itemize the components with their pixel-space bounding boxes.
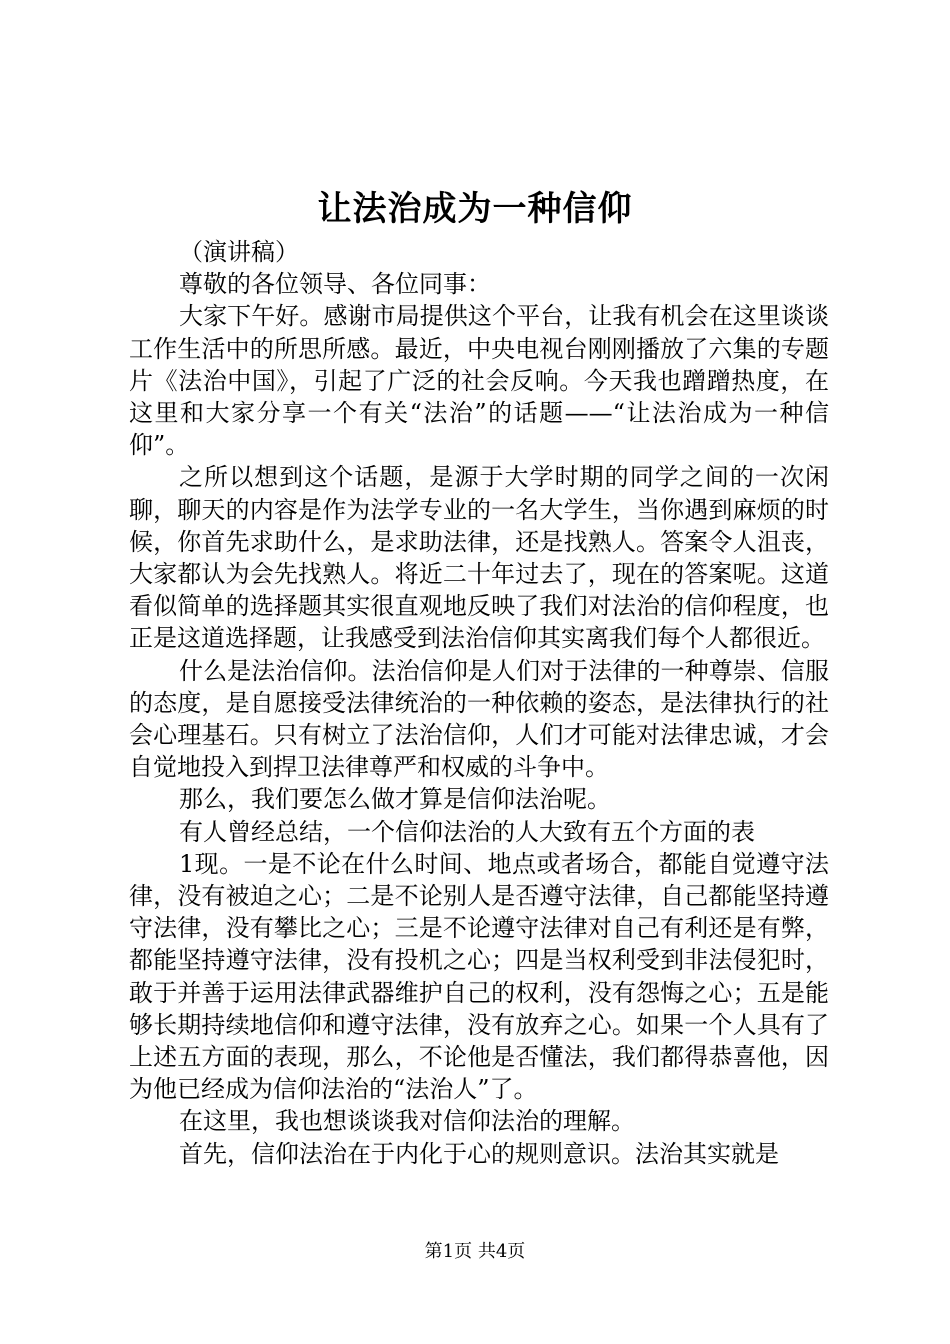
document-title: 让法治成为一种信仰 <box>317 189 633 229</box>
document-body <box>129 236 829 1170</box>
paragraph-origin: 之所以想到这个话题，是源于大学时期的同学之间的一次闲聊，聊天的内容是作为法学专业的一名大学生，当你遇到麻烦的时候，你首先求助什么，是求助法律，还是找熟人。答案令人沮丧，大家都认为会先找熟人。将近二十年过去了，现在的答案呢。这道看似简单的选择题其实很直观地反映了我们对法治的信仰程度，也正是这道选择题，让我感受到法治信仰其实离我们每个人都很近。 <box>129 463 829 653</box>
paragraph-greeting: 大家下午好。感谢市局提供这个平台，让我有机会在这里谈谈工作生活中的所思所感。最近，中央电视台刚刚播放了六集的专题片《法治中国》，引起了广泛的社会反响。今天我也蹭蹭热度，在这里和大家分享一个有关“法治”的话题——“让法治成为一种信仰”。 <box>129 302 829 460</box>
paragraph-salutation: 尊敬的各位领导、各位同事： <box>179 270 491 299</box>
page-footer: 第1页 共4页 <box>424 1241 526 1262</box>
paragraph-first-point: 首先，信仰法治在于内化于心的规则意识。法治其实就是 <box>179 1139 779 1168</box>
paragraph-understanding: 在这里，我也想谈谈我对信仰法治的理解。 <box>179 1107 635 1136</box>
paragraph-summary-intro: 有人曾经总结，一个信仰法治的人大致有五个方面的表 <box>179 817 755 846</box>
paragraph-question: 那么，我们要怎么做才算是信仰法治呢。 <box>179 785 611 814</box>
paragraph-definition: 什么是法治信仰。法治信仰是人们对于法律的一种尊崇、信服的态度，是自愿接受法律统治的一种依赖的姿态，是法律执行的社会心理基石。只有树立了法治信仰，人们才可能对法律忠诚，才会自觉地投入到捍卫法律尊严和权威的斗争中。 <box>129 656 829 782</box>
paragraph-subtitle: （演讲稿） <box>179 238 299 266</box>
paragraph-five-aspects: 1现。一是不论在什么时间、地点或者场合，都能自觉遵守法律，没有被迫之心；二是不论别人是否遵守法律，自己都能坚持遵守法律，没有攀比之心；三是不论遵守法律对自己有利还是有弊，都能坚持遵守法律，没有投机之心；四是当权利受到非法侵犯时，敢于并善于运用法律武器维护自己的权利，没有怨悔之心；五是能够长期持续地信仰和遵守法律，没有放弃之心。如果一个人具有了上述五方面的表现，那么，不论他是否懂法，我们都得恭喜他，因为他已经成为信仰法治的“法治人”了。 <box>129 849 829 1104</box>
